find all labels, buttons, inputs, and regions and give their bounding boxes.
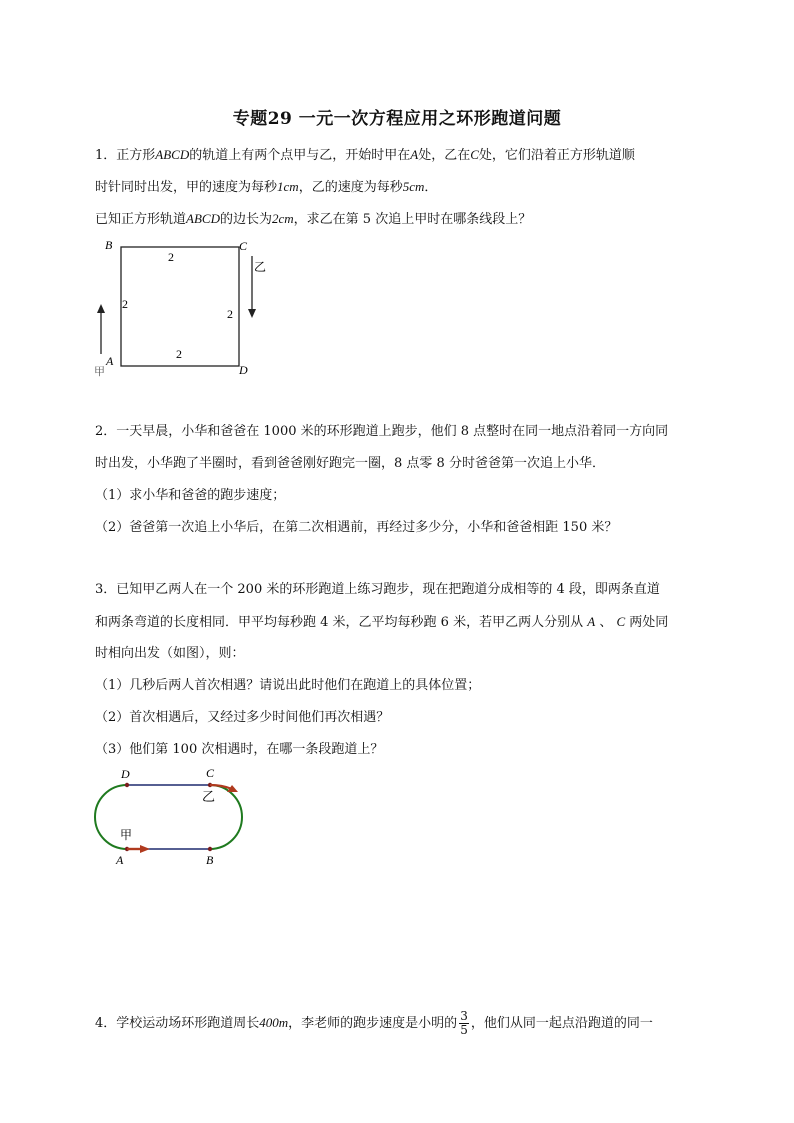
q1-side-length: 2cm <box>271 211 294 226</box>
track-label-D: D <box>121 767 130 781</box>
q3-text: 、 <box>599 615 613 630</box>
q4-fraction <box>459 1010 469 1037</box>
jia-arrowhead <box>97 304 105 313</box>
q1-line3 <box>95 209 704 230</box>
q3-line3: 时相向出发（如图），则： <box>95 646 245 661</box>
q2-line2: 时出发，小华跑了半圈时，看到爸爸刚好跑完一圈，8 点零 8 分时爸爸第一次追上小华． <box>95 456 605 471</box>
page-title: 专题29 一元一次方程应用之环形跑道问题 <box>232 109 562 129</box>
q3-track-figure <box>92 764 252 872</box>
q3-text: 和两条弯道的长度相同．甲平均每秒跑 4 米，乙平均每秒跑 6 米，若甲乙两人分别从 <box>95 615 584 630</box>
q2-sub2: （2）爸爸第一次追上小华后，在第二次相遇前，再经过多少分，小华和爸爸相距 150 米？ <box>95 520 618 535</box>
q1-speed-jia: 1cm <box>277 179 299 194</box>
q1-line2 <box>95 177 704 198</box>
yi-label: 乙 <box>254 260 267 274</box>
q1-text: 时针同时出发，甲的速度为每秒 <box>95 180 278 195</box>
side-label-top: 2 <box>168 250 174 264</box>
q3-line2 <box>95 612 704 633</box>
track-jia-label: 甲 <box>120 828 133 842</box>
q1-term: A <box>410 147 419 162</box>
q4-perimeter: 400m <box>259 1015 289 1030</box>
q1-text: 的轨道上有两个点甲与乙，开始时甲在 <box>189 148 411 163</box>
q3-sub2: （2）首次相遇后，又经过多少时间他们再次相遇？ <box>95 710 390 725</box>
point-B <box>208 847 212 851</box>
side-label-bottom: 2 <box>176 347 182 361</box>
q4-line1 <box>95 1010 704 1037</box>
track-label-B: B <box>206 853 214 867</box>
q1-text: 处，乙在 <box>418 148 471 163</box>
jia-arrowhead <box>140 845 150 853</box>
vertex-label-C: C <box>239 239 248 253</box>
q4-text: ，他们从同一起点沿跑道的同一 <box>470 1016 653 1031</box>
fraction-denominator: 5 <box>460 1023 468 1037</box>
q1-term: ABCD <box>186 211 220 226</box>
q2-line1: 2．一天早晨，小华和爸爸在 1000 米的环形跑道上跑步，他们 8 点整时在同一地点沿着同一方向同 <box>95 424 669 439</box>
q3-sub3: （3）他们第 100 次相遇时，在哪一条段跑道上？ <box>95 742 384 757</box>
yi-arrowhead <box>248 309 256 318</box>
q3-sub1: （1）几秒后两人首次相遇？请说出此时他们在跑道上的具体位置； <box>95 678 481 693</box>
point-D <box>125 783 129 787</box>
q1-term: C <box>470 147 479 162</box>
q3-term: A <box>587 614 596 629</box>
q2-sub1: （1）求小华和爸爸的跑步速度； <box>95 488 286 503</box>
q1-text: ． <box>424 180 438 195</box>
q3-term: C <box>616 614 626 629</box>
q1-text: ，乙的速度为每秒 <box>298 180 403 195</box>
q1-text: 已知正方形轨道 <box>95 212 187 227</box>
q1-text: ，求乙在第 5 次追上甲时在哪条线段上？ <box>293 212 532 227</box>
q1-text: 的边长为 <box>219 212 272 227</box>
fraction-numerator: 3 <box>460 1009 468 1023</box>
track-label-A: A <box>116 853 124 867</box>
track-label-C: C <box>206 766 215 780</box>
q3-line1: 3．已知甲乙两人在一个 200 米的环形跑道上练习跑步，现在把跑道分成相等的 4 段，即两条直道 <box>95 582 660 597</box>
jia-label: 甲 <box>94 366 105 378</box>
vertex-label-B: B <box>105 238 113 252</box>
q1-speed-yi: 5cm <box>402 179 425 194</box>
q3-text: 两处同 <box>629 615 669 630</box>
q1-term: ABCD <box>155 147 190 162</box>
side-label-left: 2 <box>122 297 128 311</box>
side-label-right: 2 <box>227 307 233 321</box>
q1-line1 <box>95 145 704 166</box>
vertex-label-D: D <box>239 363 248 377</box>
track-yi-label: 乙 <box>202 789 216 804</box>
q4-text: 4．学校运动场环形跑道周长 <box>95 1016 260 1031</box>
q1-text: 1．正方形 <box>95 148 156 163</box>
q4-text: ，李老师的跑步速度是小明的 <box>288 1016 458 1031</box>
vertex-label-A: A <box>106 354 114 368</box>
q1-text: 处，它们沿着正方形轨道顺 <box>478 148 635 163</box>
q1-square-figure <box>88 236 278 378</box>
